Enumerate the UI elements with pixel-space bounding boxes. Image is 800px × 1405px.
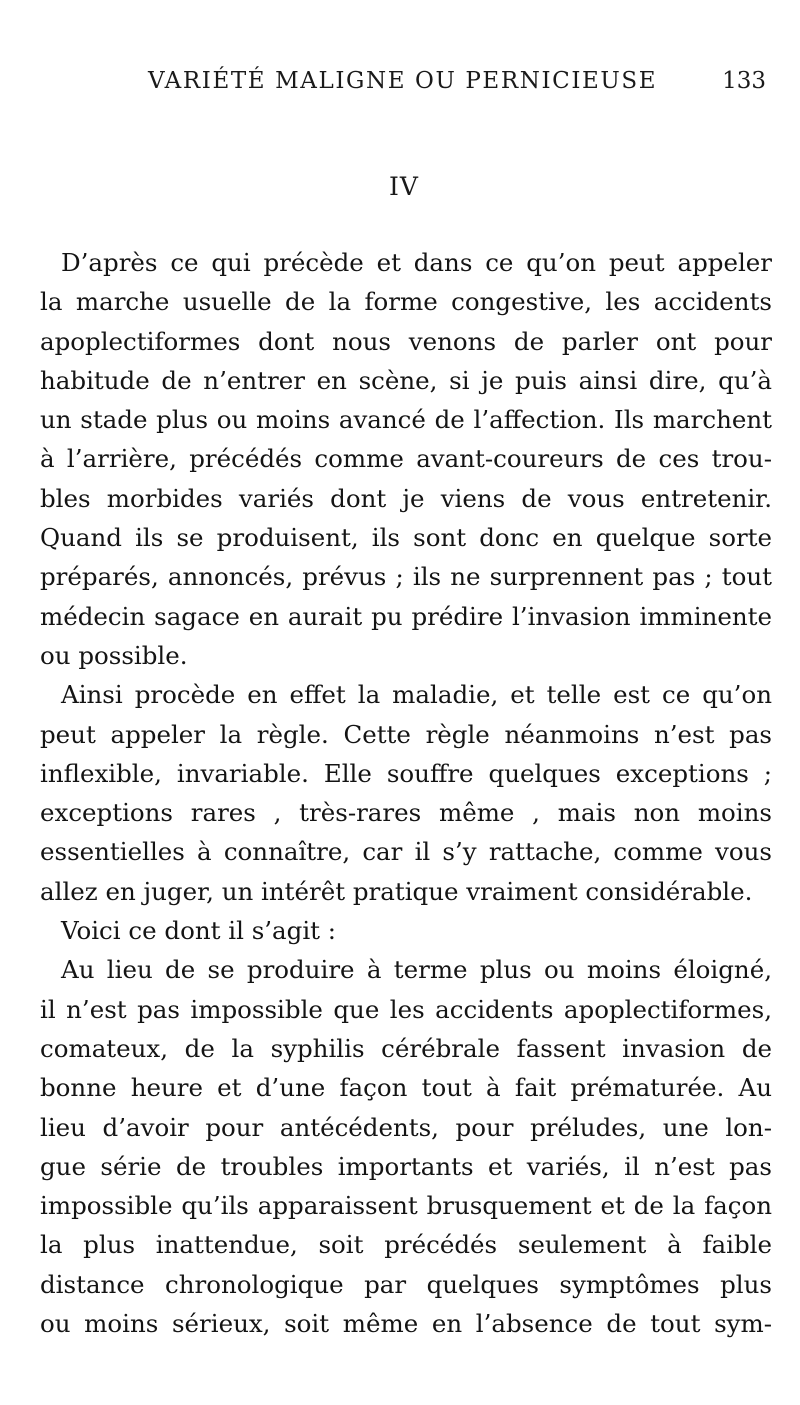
text-line: ou possible. <box>40 640 188 670</box>
text-line: ou moins sérieux, soit même en l’absence de tout sym- <box>40 1309 772 1339</box>
text-line: bles morbides variés dont je viens de vous entretenir. <box>40 483 772 513</box>
text-line: distance chronologique par quelques symptômes plus <box>40 1269 772 1299</box>
page-number: 133 <box>722 68 766 94</box>
text-line: la plus inattendue, soit précédés seulement à faible <box>40 1230 772 1260</box>
text-line: gue série de troubles importants et variés, il n’est pas <box>40 1151 772 1181</box>
text-line: un stade plus ou moins avancé de l’affection. Ils marchent <box>40 405 772 435</box>
text-line: inflexible, invariable. Elle souffre quelques exceptions ; <box>40 758 772 788</box>
text-line: peut appeler la règle. Cette règle néanmoins n’est pas <box>40 719 772 749</box>
text-line: exceptions rares , très-rares même , mais non moins <box>40 798 772 828</box>
text-line: lieu d’avoir pour antécédents, pour préludes, une lon- <box>40 1112 772 1142</box>
text-line: D’après ce qui précède et dans ce qu’on peut appeler <box>61 248 772 277</box>
text-line: Quand ils se produisent, ils sont donc en quelque sorte <box>40 523 772 553</box>
text-line: médecin sagace en aurait pu prédire l’invasion imminente <box>40 601 772 631</box>
text-line: la marche usuelle de la forme congestive, les accidents <box>40 287 772 317</box>
text-line: Ainsi procède en effet la maladie, et telle est ce qu’on <box>61 680 772 710</box>
text-line: essentielles à connaître, car il s’y rattache, comme vous <box>40 837 772 867</box>
chapter-heading: IV <box>389 172 419 201</box>
text-line: comateux, de la syphilis cérébrale fassent invasion de <box>40 1033 772 1063</box>
text-line: Voici ce dont il s’agit : <box>61 916 337 946</box>
text-line: Au lieu de se produire à terme plus ou moins éloigné, <box>61 955 772 985</box>
running-header <box>0 68 800 98</box>
text-line: habitude de n’entrer en scène, si je puis ainsi dire, qu’à <box>40 365 772 395</box>
text-line: impossible qu’ils apparaissent brusquement et de la façon <box>40 1191 772 1221</box>
text-line: allez en juger, un intérêt pratique vraiment considérable. <box>40 876 753 906</box>
text-line: préparés, annoncés, prévus ; ils ne surprennent pas ; tout <box>40 562 772 592</box>
text-line: il n’est pas impossible que les accidents apoplectiformes, <box>40 994 772 1024</box>
text-line: bonne heure et d’une façon tout à fait prématurée. Au <box>40 1073 772 1103</box>
text-line: apoplectiformes dont nous venons de parler ont pour <box>40 326 772 356</box>
running-title: VARIÉTÉ MALIGNE OU PERNICIEUSE <box>148 68 658 94</box>
text-line: à l’arrière, précédés comme avant-coureurs de ces trou- <box>40 444 772 474</box>
body-text <box>40 243 772 1343</box>
